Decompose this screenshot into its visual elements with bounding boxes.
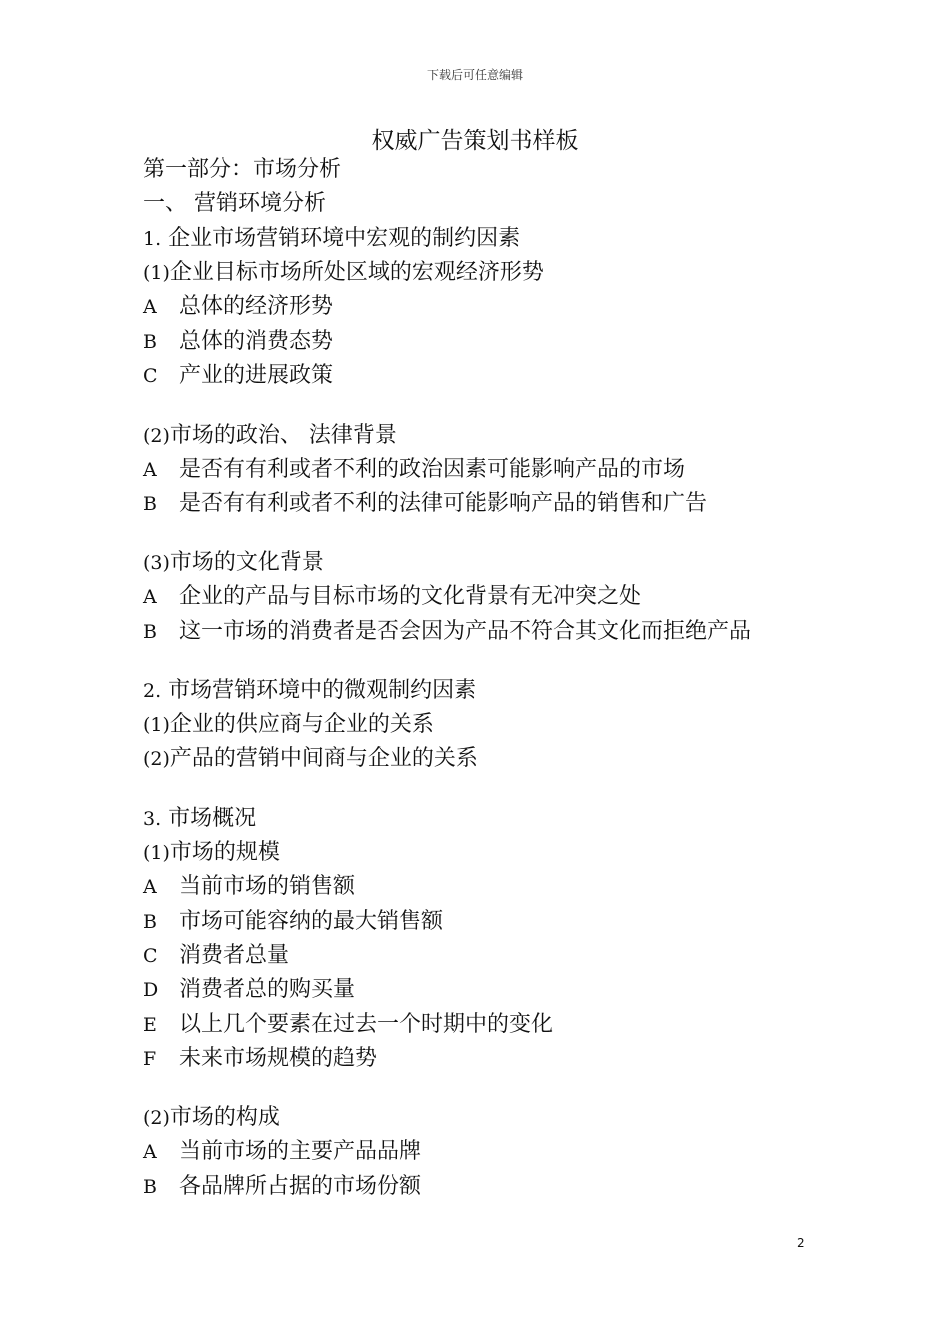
item-marker: B xyxy=(143,331,157,353)
subsection-heading xyxy=(143,189,326,219)
line-text: 企业的供应商与企业的关系 xyxy=(169,712,434,737)
line-text: 市场的政治、 法律背景 xyxy=(169,423,397,448)
list-item xyxy=(143,907,443,937)
list-item xyxy=(143,710,434,740)
list-item xyxy=(143,941,289,971)
item-marker: A xyxy=(143,876,157,898)
section-heading xyxy=(143,155,341,185)
item-marker: A xyxy=(143,296,157,318)
document-title: 权威广告策划书样板 xyxy=(371,128,579,154)
list-item xyxy=(143,421,397,451)
list-item xyxy=(143,292,333,322)
line-text: 这一市场的消费者是否会因为产品不符合其文化而拒绝产品 xyxy=(179,619,752,644)
item-marker: A xyxy=(143,586,157,608)
item-marker: (1) xyxy=(143,842,170,864)
item-marker: D xyxy=(143,979,159,1001)
item-marker: (2) xyxy=(143,425,170,447)
list-item xyxy=(143,224,520,254)
line-text: 是否有有利或者不利的法律可能影响产品的销售和广告 xyxy=(179,491,708,516)
page-number: 2 xyxy=(797,1236,805,1250)
line-text: 当前市场的销售额 xyxy=(179,874,356,899)
line-text: 一、 营销环境分析 xyxy=(143,191,326,216)
list-item xyxy=(143,676,476,706)
list-item xyxy=(143,838,280,868)
list-item xyxy=(143,744,478,774)
item-marker: (3) xyxy=(143,552,170,574)
line-text: 市场的文化背景 xyxy=(169,550,324,575)
list-item xyxy=(143,975,355,1005)
item-marker: (1) xyxy=(143,714,170,736)
line-text: 消费者总量 xyxy=(179,943,290,968)
line-text: 产品的营销中间商与企业的关系 xyxy=(169,746,478,771)
list-item xyxy=(143,804,256,834)
item-marker: B xyxy=(143,911,157,933)
line-text: 企业的产品与目标市场的文化背景有无冲突之处 xyxy=(179,584,642,609)
item-marker: E xyxy=(143,1014,157,1036)
line-text: 市场可能容纳的最大销售额 xyxy=(179,909,444,934)
line-text: 以上几个要素在过去一个时期中的变化 xyxy=(179,1012,554,1037)
list-item xyxy=(143,1103,280,1133)
item-marker: 2. xyxy=(143,680,162,702)
list-item xyxy=(143,489,707,519)
item-marker: A xyxy=(143,1141,157,1163)
list-item xyxy=(143,1172,421,1202)
line-text: 总体的经济形势 xyxy=(179,294,334,319)
list-item xyxy=(143,1137,421,1167)
item-marker: (1) xyxy=(143,262,170,284)
line-text: 第一部分：市场分析 xyxy=(143,157,342,182)
line-text: 市场的规模 xyxy=(169,840,280,865)
line-text: 市场的构成 xyxy=(169,1105,280,1130)
list-item xyxy=(143,872,355,902)
list-item xyxy=(143,582,641,612)
line-text: 市场营销环境中的微观制约因素 xyxy=(168,678,477,703)
item-marker: (2) xyxy=(143,1107,170,1129)
line-text: 企业市场营销环境中宏观的制约因素 xyxy=(168,226,521,251)
item-marker: C xyxy=(143,945,158,967)
line-text: 是否有有利或者不利的政治因素可能影响产品的市场 xyxy=(179,457,686,482)
line-text: 产业的进展政策 xyxy=(179,363,334,388)
item-marker: B xyxy=(143,1176,157,1198)
item-marker: B xyxy=(143,493,157,515)
list-item xyxy=(143,548,324,578)
list-item xyxy=(143,617,751,647)
list-item xyxy=(143,1010,553,1040)
item-marker: A xyxy=(143,459,157,481)
line-text: 未来市场规模的趋势 xyxy=(179,1046,378,1071)
line-text: 当前市场的主要产品品牌 xyxy=(179,1139,422,1164)
list-item xyxy=(143,455,685,485)
line-text: 市场概况 xyxy=(168,806,257,831)
line-text: 企业目标市场所处区域的宏观经济形势 xyxy=(169,260,544,285)
item-marker: 1. xyxy=(143,228,162,250)
item-marker: B xyxy=(143,621,157,643)
list-item xyxy=(143,361,333,391)
line-text: 总体的消费态势 xyxy=(179,329,334,354)
line-text: 消费者总的购买量 xyxy=(179,977,356,1002)
list-item xyxy=(143,1044,377,1074)
item-marker: F xyxy=(143,1048,157,1070)
line-text: 各品牌所占据的市场份额 xyxy=(179,1174,422,1199)
list-item xyxy=(143,327,333,357)
list-item xyxy=(143,258,544,288)
item-marker: (2) xyxy=(143,748,170,770)
item-marker: 3. xyxy=(143,808,162,830)
page-header: 下载后可任意编辑 xyxy=(426,68,523,82)
item-marker: C xyxy=(143,365,158,387)
